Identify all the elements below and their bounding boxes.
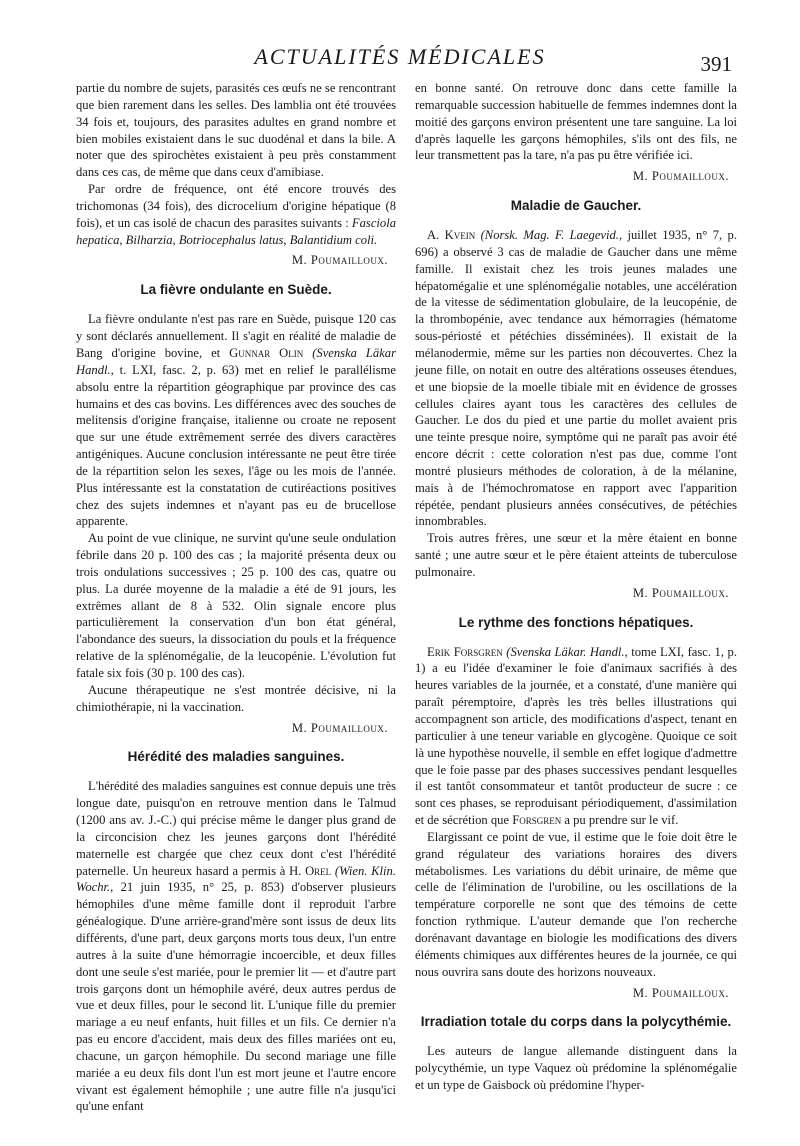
section-heading: Hérédité des maladies sanguines.	[127, 749, 345, 765]
paragraph: partie du nombre de sujets, parasités ces œufs ne se rencontrant que bien rarement dans les selles. Des lamblia ont été trouvées 34 fois et, toujours, des parasites adultes en grand nombre et bien mobiles existaient dans le suc duodénal et dans la bile. A noter que des spirochètes existaient à peu près constamment dans ces cas, de même que dans ceux d'amibiase.	[76, 81, 396, 180]
text-run: Par ordre de fréquence, ont été encore trouvés des trichomonas (34 fois), des dicrocelium d'origine hépatique (8 fois), et un cas isolé de chacun des parasites suivants :	[76, 182, 396, 230]
text-run: L'hérédité des maladies sanguines est connue depuis une très longue date, puisqu'on en retrouve mention dans le Talmud (1200 ans av. J.-C.) qui précise même le danger plus grand de la circoncision chez les jeunes garçons dont l'hérédité maternelle est chargée que chez ceux dont c'est l'hérédité paternelle. Un heureux hasard a permis à	[76, 779, 396, 878]
author-signature: M. Poumailloux.	[291, 720, 388, 735]
author-signature: M. Poumailloux.	[291, 253, 388, 268]
paragraph: Les auteurs de langue allemande distinguent dans la polycythémie, un type Vaquez où prédomine la splénomégalie et un type de Gaisbock où prédomine l'hyper-	[415, 1044, 737, 1093]
paragraph: Trois autres frères, une sœur et la mère étaient en bonne santé ; une autre sœur et le père étaient atteints de tuberculose pulmonaire.	[415, 531, 737, 579]
section-heading: La fièvre ondulante en Suède.	[140, 282, 332, 298]
paragraph: Au point de vue clinique, ne survint qu'une seule ondulation fébrile dans 20 p. 100 des cas ; la majorité présenta deux ou trois ondulations successives ; 25 p. 100 des cas, quatre ou plus. La durée moyenne de la maladie a été de 91 jours, les extrêmes allant de 8 à 532. Olin signale encore plus particulièrement la conservation d'un bon état général, l'abondance des sueurs, la dissociation du pouls et la fréquence relative de la splénomégalie, de la leucopénie. L'évolution fut fatale six fois (30 p. 100 des cas).	[76, 531, 396, 680]
right-column	[415, 80, 737, 1094]
text-run: La fièvre ondulante n'est pas rare en Suède, puisque 120 cas y sont déclarés annuellement. Il s'agit en réalité de maladie de Bang d'origine bovine, et	[76, 312, 396, 360]
author-name: Erik Forsgren	[427, 644, 503, 659]
author-signature: M. Poumailloux.	[632, 985, 729, 1000]
author-name: Gunnar Olin	[229, 345, 304, 360]
text-run: a pu prendre sur le vif.	[564, 813, 679, 828]
paragraph	[415, 227, 737, 530]
running-header-title: ACTUALITÉS MÉDICALES	[254, 44, 546, 69]
author-signature: M. Poumailloux.	[632, 585, 729, 600]
paragraph	[76, 311, 396, 530]
paragraph: Aucune thérapeutique ne s'est montrée décisive, ni la chimiothérapie, ni la vaccination.	[76, 682, 396, 714]
text-run: tome LXI, fasc. 1, p. 1) a eu l'idée d'examiner le foie d'animaux sacrifiés à des heures variables de la journée, et a constaté, d'une manière qui paraît péremptoire, d'après les très belles illustrations qui accompagnent son article, des modifications d'aspect, tenant en particulier à une teneur variable en glycogène. Quoique ce soit là une hypothèse nouvelle, il semble en effet logique d'admettre que le foie passe par des phases successives pendant lesquelles il est tantôt consommateur et tantôt producteur de sucre : ce sont ces phases, se reproduisant périodiquement, d'assimilation et de sécrétion que	[415, 644, 737, 828]
paragraph	[76, 181, 396, 248]
paragraph	[76, 778, 396, 1115]
text-run: juillet 1935, n° 7, p. 696) a observé 3 cas de maladie de Gaucher dans une même famille. Il existait chez les trois jeunes malades une hépatomégalie et une splénomégalie notables, une accélération de la vitesse de sédimentation globulaire, de la leucopénie, de la thrombopénie, avec tendance aux hémorragies (hématome sous-périosté et pétéchies disséminées). Il existait de la mélanodermie, même sur les parties non découvertes. Chez la jeune fille, on notait en outre des altérations osseuses étendues, et une biopsie de la moelle tibiale mit en évidence de grosses cellules claires ayant tous les caractères des cellules de Gaucher. Le dos du pied et une partie du mollet avaient pris une teinte presque noire, symptôme qui ne paraît pas avoir été encore décrit : cette coloration n'est pas due, comme l'ont montré plusieurs méthodes de coloration, à de la mélanine, mais à de l'hémochromatose en rapport avec l'apparition répétée, pendant plusieurs années consécutives, de pétéchies innombrables.	[415, 228, 737, 529]
species-list: Fasciola hepatica, Bilharzia, Botriocephalus latus, Balantidium coli.	[76, 215, 396, 247]
text-run: 21 juin 1935, n° 25, p. 853) d'observer plusieurs hémophiles d'une même famille dont il reproduit l'arbre généalogique. D'une arrière-grand'mère sont issus de deux lits différents, d'une part, deux garçons morts tous deux, l'un entre autres à la suite d'une hémorragie incoercible, et deux filles dont une seule s'est mariée, pour le premier lit — et d'autre part trois garçons dont un hémophile avéré, deux autres perdus de vue et deux filles, pour le second lit. L'unique fille du premier mariage a eu neuf enfants, huit filles et un fils. Ce dernier n'a pas eu encore d'accident, mais deux des filles mariées ont eu, chacune, un garçon hémophile. Du second mariage une fille mariée a eu deux fils dont l'un est mort jeune et l'autre encore vivant est également hémophile ; une autre fille n'a jusqu'ici qu'une enfant	[76, 880, 396, 1114]
section-heading: Irradiation totale du corps dans la polycythémie.	[420, 1014, 732, 1030]
author-name: A. Kvein	[427, 228, 476, 243]
journal-citation: (Svenska Läkar Handl.,	[76, 345, 397, 377]
page-number: 391	[700, 52, 732, 76]
journal-citation: (Norsk. Mag. F. Laegevid.,	[480, 228, 623, 243]
left-column	[76, 80, 396, 1115]
paragraph: Elargissant ce point de vue, il estime que le foie doit être le grand régulateur des variations horaires des divers métabolismes. Les variations du débit urinaire, de même que celle de l'élimination de l'urobiline, ou les oscillations de la température corporelle ne sont que des témoins de cette fonction rythmique. L'auteur demande que l'on recherche dorénavant davantage en biologie les modifications des divers éléments chimiques aux différentes heures de la journée, ce qui nous ouvrira sans doute des horizons nouveaux.	[415, 829, 737, 979]
paragraph	[415, 644, 737, 829]
journal-citation: (Wien. Klin. Wochr.,	[76, 863, 396, 895]
author-name: Forsgren	[512, 813, 562, 828]
section-heading: Maladie de Gaucher.	[510, 198, 642, 214]
journal-citation: (Svenska Läkar. Handl.,	[506, 644, 628, 659]
author-name: H. Orel	[289, 863, 332, 878]
text-run: t. LXI, fasc. 2, p. 63) met en relief le parallélisme absolu entre la répartition géographique par province des cas humains et des cas bovins. Les différences avec des souches de melitensis d'origine française, italienne ou croate ne reposent que sur une étude extrêmement serrée des divers caractères antigéniques. Aucune conclusion intéressante ne peut être tirée de la répartition selon les sexes, l'âge ou les mois de l'année. Plus intéressante est la constatation de cutiréactions positives chez des sujets indemnes et n'ayant pas eu de brucellose apparente.	[76, 362, 396, 529]
section-heading: Le rythme des fonctions hépatiques.	[458, 614, 694, 630]
paragraph: en bonne santé. On retrouve donc dans cette famille la remarquable succession habituelle de femmes indemnes dont la moitié des garçons environ présentent une tare sanguine. La loi d'après laquelle les garçons hémophiles, s'ils ont des fils, ne leur transmettent pas la tare, n'a pas pu être vérifiée ici.	[415, 81, 737, 163]
author-signature: M. Poumailloux.	[632, 169, 729, 184]
